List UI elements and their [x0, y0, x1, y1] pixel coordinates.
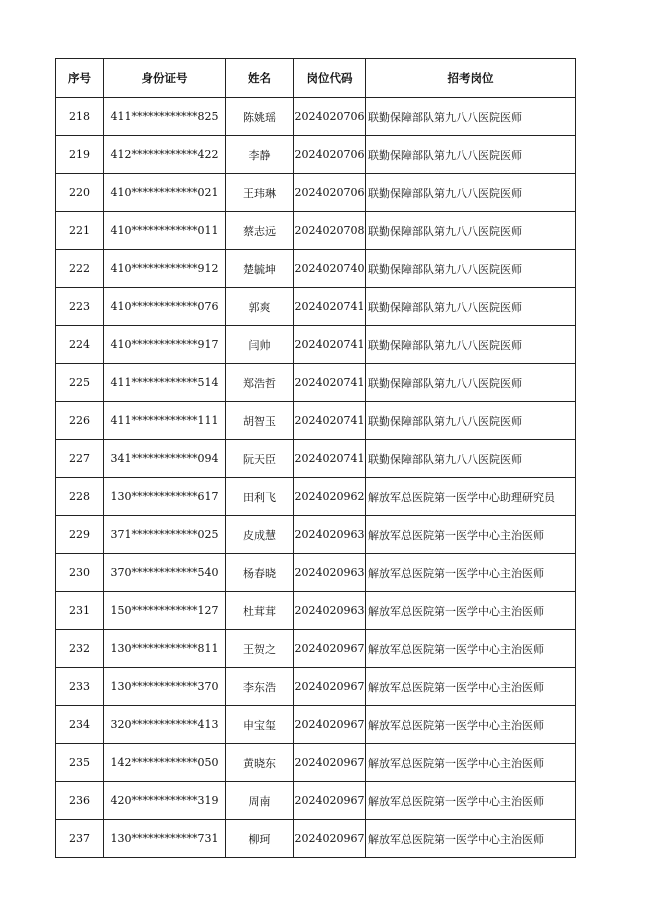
table-row: [56, 706, 576, 744]
cell-id-number: 150************127: [104, 592, 226, 630]
header-id-number: 身份证号: [104, 59, 226, 98]
cell-id-number: 320************413: [104, 706, 226, 744]
cell-post: 联勤保障部队第九八八医院医师: [366, 98, 576, 136]
cell-name: 杨春晓: [226, 554, 294, 592]
table-body: [56, 98, 576, 858]
cell-post: 解放军总医院第一医学中心主治医师: [366, 516, 576, 554]
cell-id-number: 410************076: [104, 288, 226, 326]
table-row: [56, 288, 576, 326]
cell-post-code: 2024020741: [294, 440, 366, 478]
table-header: [56, 59, 576, 98]
cell-seq: 232: [56, 630, 104, 668]
cell-post-code: 2024020967: [294, 744, 366, 782]
table-row: [56, 440, 576, 478]
cell-post-code: 2024020741: [294, 288, 366, 326]
table-row: [56, 364, 576, 402]
cell-post-code: 2024020708: [294, 212, 366, 250]
cell-name: 楚毓坤: [226, 250, 294, 288]
cell-seq: 225: [56, 364, 104, 402]
cell-post-code: 2024020967: [294, 820, 366, 858]
cell-seq: 228: [56, 478, 104, 516]
cell-post: 解放军总医院第一医学中心主治医师: [366, 820, 576, 858]
cell-seq: 229: [56, 516, 104, 554]
cell-seq: 221: [56, 212, 104, 250]
table-row: [56, 478, 576, 516]
table-row: [56, 668, 576, 706]
cell-id-number: 130************731: [104, 820, 226, 858]
cell-seq: 231: [56, 592, 104, 630]
cell-post-code: 2024020967: [294, 782, 366, 820]
table-row: [56, 212, 576, 250]
cell-seq: 223: [56, 288, 104, 326]
cell-name: 杜茸茸: [226, 592, 294, 630]
cell-post-code: 2024020741: [294, 364, 366, 402]
cell-seq: 233: [56, 668, 104, 706]
cell-id-number: 371************025: [104, 516, 226, 554]
cell-seq: 218: [56, 98, 104, 136]
cell-name: 阮天臣: [226, 440, 294, 478]
table-row: [56, 136, 576, 174]
cell-post-code: 2024020740: [294, 250, 366, 288]
cell-post: 联勤保障部队第九八八医院医师: [366, 440, 576, 478]
cell-name: 陈姚瑶: [226, 98, 294, 136]
cell-id-number: 411************514: [104, 364, 226, 402]
cell-seq: 234: [56, 706, 104, 744]
table-row: [56, 250, 576, 288]
cell-post: 解放军总医院第一医学中心主治医师: [366, 592, 576, 630]
cell-id-number: 130************370: [104, 668, 226, 706]
cell-post-code: 2024020706: [294, 98, 366, 136]
header-post: 招考岗位: [366, 59, 576, 98]
table-row: [56, 402, 576, 440]
cell-post-code: 2024020963: [294, 516, 366, 554]
cell-post: 解放军总医院第一医学中心主治医师: [366, 744, 576, 782]
cell-id-number: 130************811: [104, 630, 226, 668]
table-row: [56, 630, 576, 668]
table-row: [56, 516, 576, 554]
table-row: [56, 744, 576, 782]
header-name: 姓名: [226, 59, 294, 98]
cell-id-number: 410************917: [104, 326, 226, 364]
cell-name: 柳珂: [226, 820, 294, 858]
cell-post-code: 2024020706: [294, 136, 366, 174]
cell-post: 联勤保障部队第九八八医院医师: [366, 402, 576, 440]
cell-post: 解放军总医院第一医学中心主治医师: [366, 706, 576, 744]
cell-post: 解放军总医院第一医学中心助理研究员: [366, 478, 576, 516]
cell-post-code: 2024020963: [294, 554, 366, 592]
cell-name: 黄晓东: [226, 744, 294, 782]
cell-seq: 236: [56, 782, 104, 820]
cell-name: 申宝玺: [226, 706, 294, 744]
cell-name: 田利飞: [226, 478, 294, 516]
cell-post: 联勤保障部队第九八八医院医师: [366, 174, 576, 212]
cell-name: 胡智玉: [226, 402, 294, 440]
cell-name: 周南: [226, 782, 294, 820]
cell-post-code: 2024020741: [294, 402, 366, 440]
cell-id-number: 130************617: [104, 478, 226, 516]
cell-seq: 235: [56, 744, 104, 782]
header-seq: 序号: [56, 59, 104, 98]
cell-post: 联勤保障部队第九八八医院医师: [366, 212, 576, 250]
cell-name: 蔡志远: [226, 212, 294, 250]
table-row: [56, 98, 576, 136]
candidate-table: [55, 58, 576, 858]
cell-id-number: 341************094: [104, 440, 226, 478]
cell-id-number: 370************540: [104, 554, 226, 592]
cell-seq: 219: [56, 136, 104, 174]
cell-post: 联勤保障部队第九八八医院医师: [366, 288, 576, 326]
cell-post-code: 2024020963: [294, 592, 366, 630]
cell-post-code: 2024020706: [294, 174, 366, 212]
header-row: [56, 59, 576, 98]
cell-seq: 226: [56, 402, 104, 440]
cell-seq: 237: [56, 820, 104, 858]
cell-post: 联勤保障部队第九八八医院医师: [366, 136, 576, 174]
cell-name: 王贺之: [226, 630, 294, 668]
cell-id-number: 410************021: [104, 174, 226, 212]
cell-seq: 222: [56, 250, 104, 288]
cell-id-number: 142************050: [104, 744, 226, 782]
table-row: [56, 820, 576, 858]
cell-id-number: 410************011: [104, 212, 226, 250]
cell-post: 联勤保障部队第九八八医院医师: [366, 250, 576, 288]
table-row: [56, 782, 576, 820]
cell-name: 闫帅: [226, 326, 294, 364]
cell-post: 联勤保障部队第九八八医院医师: [366, 326, 576, 364]
cell-post: 联勤保障部队第九八八医院医师: [366, 364, 576, 402]
cell-seq: 224: [56, 326, 104, 364]
header-post-code: 岗位代码: [294, 59, 366, 98]
cell-post-code: 2024020967: [294, 706, 366, 744]
cell-post-code: 2024020967: [294, 630, 366, 668]
cell-id-number: 420************319: [104, 782, 226, 820]
table-row: [56, 554, 576, 592]
cell-post: 解放军总医院第一医学中心主治医师: [366, 668, 576, 706]
cell-name: 皮成慧: [226, 516, 294, 554]
cell-id-number: 410************912: [104, 250, 226, 288]
table-row: [56, 592, 576, 630]
cell-seq: 230: [56, 554, 104, 592]
table-row: [56, 326, 576, 364]
cell-post: 解放军总医院第一医学中心主治医师: [366, 554, 576, 592]
cell-name: 李东浩: [226, 668, 294, 706]
table-row: [56, 174, 576, 212]
cell-post: 解放军总医院第一医学中心主治医师: [366, 782, 576, 820]
cell-name: 郑浩哲: [226, 364, 294, 402]
cell-post: 解放军总医院第一医学中心主治医师: [366, 630, 576, 668]
cell-id-number: 411************111: [104, 402, 226, 440]
cell-post-code: 2024020967: [294, 668, 366, 706]
cell-name: 王玮琳: [226, 174, 294, 212]
cell-id-number: 412************422: [104, 136, 226, 174]
cell-id-number: 411************825: [104, 98, 226, 136]
cell-seq: 220: [56, 174, 104, 212]
cell-name: 郭爽: [226, 288, 294, 326]
cell-post-code: 2024020962: [294, 478, 366, 516]
cell-seq: 227: [56, 440, 104, 478]
cell-post-code: 2024020741: [294, 326, 366, 364]
cell-name: 李静: [226, 136, 294, 174]
